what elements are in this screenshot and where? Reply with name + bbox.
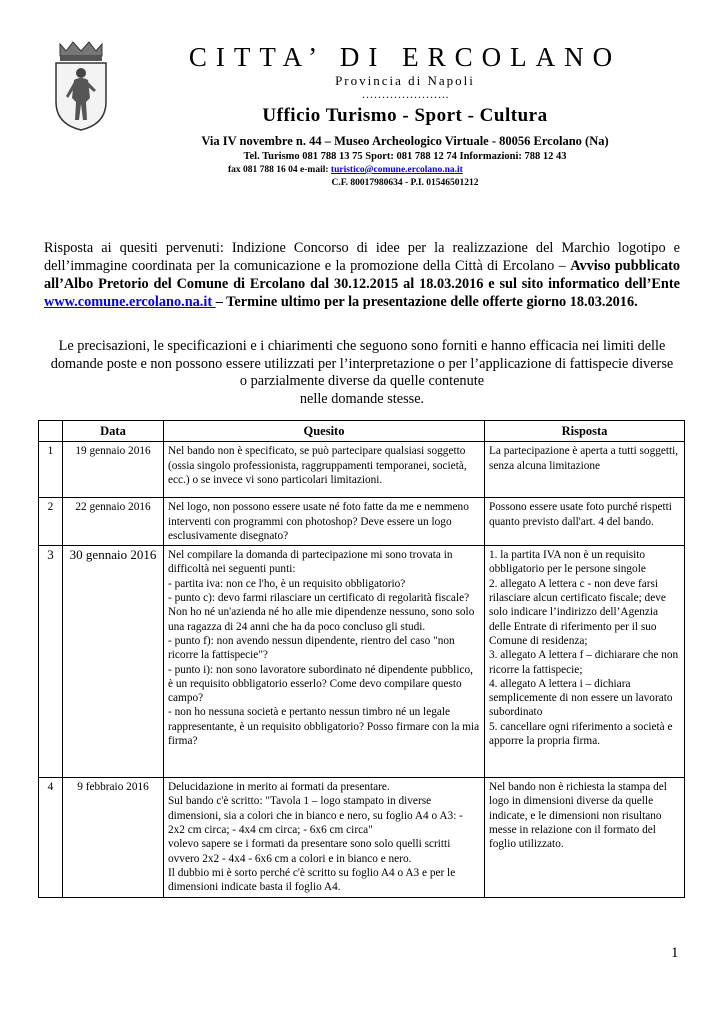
answer-line: 5. cancellare ogni riferimento a società e apporre la propria firma. xyxy=(489,720,673,748)
intro-bold-text: Avviso pubblicato all’Albo Pretorio del Comune di Ercolano dal 30.12.2015 al 18.03.2016 e sul sito informatico dell’Ente xyxy=(44,258,680,292)
question-line: Nel compilare la domanda di partecipazione mi sono trovata in difficoltà nei seguenti punti: xyxy=(168,549,453,576)
row-number: 2 xyxy=(39,498,63,546)
table-row xyxy=(39,546,685,778)
answer-line: 3. allegato A lettera f – dichiarare che non ricorre la fattispecie; xyxy=(489,649,679,676)
disclaimer-line: nelle domande stesse. xyxy=(299,390,425,407)
row-answer: Nel bando non è richiesta la stampa del logo in dimensioni diverse da quelle indicate, e le dimensioni non risultano messe in relazione con il formato del foglio utilizzato. xyxy=(485,778,685,897)
answer-line: 1. la partita IVA non è un requisito obbligatorio per le persone singole xyxy=(489,549,646,576)
row-number: 3 xyxy=(39,546,63,778)
intro-deadline-text: – Termine ultimo per la presentazione delle offerte giorno 18.03.2016. xyxy=(215,294,638,310)
office-phones: Tel. Turismo 081 788 13 75 Sport: 081 788 12 74 Informazioni: 788 12 43 xyxy=(243,151,567,162)
question-line: volevo sapere se i formati da presentare sono solo quelli scritti ovvero 2x2 - 4x4 - 6x6 cm a colori e in bianco e nero. xyxy=(168,838,451,865)
table-row xyxy=(39,778,685,897)
fax-label: fax 081 788 16 04 e-mail: xyxy=(228,165,331,175)
city-crest-icon xyxy=(50,40,112,132)
column-header-question: Quesito xyxy=(164,421,485,442)
city-title: CITTA’ DI ERCOLANO xyxy=(188,42,622,72)
row-question: Nel bando non è specificato, se può partecipare qualsiasi soggetto (ossia singolo professionista, raggruppamenti temporanei, società, ecc.) o se invece vi sono particolari limitazioni. xyxy=(164,442,485,498)
disclaimer-note xyxy=(40,338,684,408)
question-line: - punto c): devo farmi rilasciare un certificato di regolarità fiscale? Non ho né un'azienda né ho alle mie dipendenze nessuno, sono solo una ragazza di 24 anni che ha da poco concluso gli studi. xyxy=(168,592,475,633)
column-header-answer: Risposta xyxy=(485,421,685,442)
page-number: 1 xyxy=(671,945,679,961)
question-line: - punto f): non avendo nessun dipendente, rientro del caso "non ricorre la fattispecie"? xyxy=(168,634,455,662)
intro-text: Risposta ai quesiti pervenuti: Indizione Concorso di idee per la realizzazione del Marchio logotipo e dell’immagine coordinata per la comunicazione e la promozione della Città di Ercolano – xyxy=(44,240,680,274)
disclaimer-line: o parzialmente diverse da quelle contenute xyxy=(239,373,485,389)
office-title: Ufficio Turismo - Sport - Cultura xyxy=(262,105,548,126)
row-date: 22 gennaio 2016 xyxy=(63,498,164,546)
question-line: Sul bando c'è scritto: "Tavola 1 – logo stampato in diverse dimensioni, sia a colori che in bianco e nero, su foglio A4 o A3: - 2x2 cm circa; - 4x4 cm circa; - 6x6 cm circa" xyxy=(168,795,463,837)
question-line: Delucidazione in merito ai formati da presentare. xyxy=(168,781,390,794)
office-address: Via IV novembre n. 44 – Museo Archeologico Virtuale - 80056 Ercolano (Na) xyxy=(201,134,609,148)
column-header-number xyxy=(39,421,63,442)
province-label: Provincia di Napoli xyxy=(335,73,475,88)
question-line: Il dubbio mi è sorto perché c'è scritto su foglio A4 o A3 e per le dimensioni indicate basta il foglio A4. xyxy=(168,866,456,894)
question-line: - punto i): non sono lavoratore subordinato né dipendente pubblico, è un requisito obbligatorio esserlo? Come devo compilare questo campo? xyxy=(168,663,473,705)
row-date: 30 gennaio 2016 xyxy=(63,546,164,778)
row-date: 19 gennaio 2016 xyxy=(63,442,164,498)
table-row xyxy=(39,442,685,498)
row-answer xyxy=(485,546,685,778)
question-line: - non ho nessuna società e pertanto nessun timbro né un legale rappresentante, è un requisito obbligatorio? Posso firmare con la mia firma? xyxy=(168,706,480,748)
row-question xyxy=(164,778,485,897)
row-question: Nel logo, non possono essere usate né foto fatte da me e nemmeno interventi con programmi con photoshop? Deve essere un logo esclusivamente disegnato? xyxy=(164,498,485,546)
row-date: 9 febbraio 2016 xyxy=(63,778,164,897)
row-number: 1 xyxy=(39,442,63,498)
disclaimer-line: domande poste e non possono essere utilizzati per l’interpretazione o per l’applicazione di fattispecie diverse xyxy=(50,355,674,372)
table-header-row xyxy=(39,421,685,442)
answer-line: 2. allegato A lettera c - non deve farsi rilasciare alcun certificato fiscale; deve solo indicare l’indirizzo dell’Agenzia delle Entrate di riferimento per il suo Comune di residenza; xyxy=(489,577,666,647)
intro-paragraph xyxy=(44,239,680,311)
column-header-date: Data xyxy=(63,421,164,442)
website-link[interactable]: www.comune.ercolano.na.it xyxy=(44,294,216,310)
faq-table xyxy=(38,420,685,898)
header-divider-dots: …………………. xyxy=(361,87,449,101)
row-number: 4 xyxy=(39,778,63,897)
question-line: - partita iva: non ce l'ho, è un requisito obbligatorio? xyxy=(168,577,406,590)
table-row xyxy=(39,498,685,546)
row-answer: La partecipazione è aperta a tutti soggetti, senza alcuna limitazione xyxy=(485,442,685,498)
office-fax-email xyxy=(228,165,463,175)
tax-codes: C.F. 80017980634 - P.I. 01546501212 xyxy=(331,178,479,188)
disclaimer-line: Le precisazioni, le specificazioni e i chiarimenti che seguono sono forniti e hanno efficacia nei limiti delle xyxy=(58,338,666,354)
email-link[interactable]: turistico@comune.ercolano.na.it xyxy=(330,165,463,175)
answer-line: 4. allegato A lettera i – dichiara semplicemente di non essere un lavorato subordinato xyxy=(489,677,673,719)
row-question xyxy=(164,546,485,778)
row-answer: Possono essere usate foto purché rispetti quanto previsto dall'art. 4 del bando. xyxy=(485,498,685,546)
